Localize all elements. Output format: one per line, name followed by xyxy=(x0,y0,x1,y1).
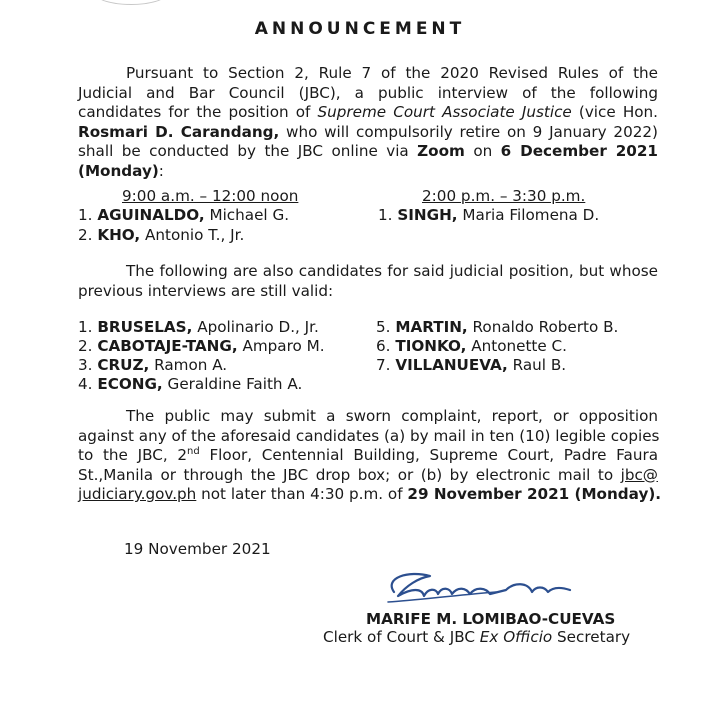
complaint-line xyxy=(78,446,658,466)
candidate-given-name: Apolinario D., Jr. xyxy=(192,318,319,336)
complaint-text: The public may submit a sworn complaint, report, or opposition xyxy=(126,407,658,425)
item-number: 1. xyxy=(378,206,393,224)
complaint-line xyxy=(78,485,662,505)
announcement-date: 19 November 2021 xyxy=(124,540,271,558)
email-link[interactable]: judiciary.gov.ph xyxy=(78,485,197,503)
interview-date: 6 December 2021 xyxy=(500,142,658,160)
candidate-given-name: Michael G. xyxy=(204,206,290,224)
candidate-surname: MARTIN, xyxy=(395,318,468,336)
signatory-title-text: Secretary xyxy=(552,628,631,646)
signatory-title xyxy=(323,628,630,648)
intro-text: Judicial and Bar Council (JBC), a public interview of the following xyxy=(78,83,658,102)
candidate-surname: SINGH, xyxy=(397,206,458,224)
item-number: 4. xyxy=(78,375,93,393)
complaint-line xyxy=(78,427,658,447)
item-number: 2. xyxy=(78,337,93,355)
intro-text: (vice Hon. xyxy=(571,103,659,121)
complaint-line xyxy=(78,407,658,427)
deadline-date: 29 November 2021 (Monday). xyxy=(407,485,662,503)
valid-item xyxy=(376,318,618,338)
complaint-line xyxy=(78,466,658,486)
candidate-surname: AGUINALDO, xyxy=(97,206,205,224)
intro-line xyxy=(78,84,658,104)
complaint-text: Floor, Centennial Building, Supreme Court, Padre Faura xyxy=(199,446,658,464)
candidate-surname: VILLANUEVA, xyxy=(395,356,508,374)
valid-paragraph: The following are also candidates for said judicial position, but whose previous interviews are still valid: xyxy=(78,262,658,300)
valid-item xyxy=(78,375,302,395)
intro-text: candidates for the position of xyxy=(78,103,318,121)
intro-text: : xyxy=(158,161,164,180)
candidate-given-name: Amparo M. xyxy=(237,337,325,355)
intro-line xyxy=(78,123,658,143)
complaint-text: against any of the aforesaid candidates (a) by mail in ten (10) legible copies xyxy=(78,426,660,445)
candidate-surname: ECONG, xyxy=(97,375,163,393)
candidate-surname: TIONKO, xyxy=(395,337,467,355)
intro-text: who will compulsorily retire on 9 January 2022) xyxy=(279,122,658,141)
schedule-item xyxy=(378,206,599,226)
email-link[interactable]: jbc@ xyxy=(620,465,658,484)
signatory-title-text: Clerk of Court & JBC xyxy=(323,628,480,646)
page-title: ANNOUNCEMENT xyxy=(254,19,466,39)
intro-text: shall be conducted by the JBC online via xyxy=(78,142,418,160)
afternoon-header: 2:00 p.m. – 3:30 p.m. xyxy=(422,187,586,205)
intro-paragraph xyxy=(78,64,658,181)
item-number: 2. xyxy=(78,226,93,244)
intro-line xyxy=(78,103,658,123)
scan-corner-mark xyxy=(95,0,167,5)
complaint-paragraph xyxy=(78,407,662,505)
candidate-given-name: Maria Filomena D. xyxy=(457,206,600,224)
valid-item xyxy=(376,337,567,357)
signatory-title-text: Ex Officio xyxy=(479,628,553,646)
intro-text: on xyxy=(464,142,501,160)
candidate-given-name: Ronaldo Roberto B. xyxy=(467,318,619,336)
item-number: 1. xyxy=(78,206,93,224)
candidate-given-name: Raul B. xyxy=(507,356,567,374)
schedule-item xyxy=(78,226,244,246)
complaint-text: St.,Manila or through the JBC drop box; or (b) by electronic mail to xyxy=(78,465,621,484)
candidate-surname: KHO, xyxy=(97,226,141,244)
valid-item xyxy=(78,356,227,376)
schedule-item xyxy=(78,206,289,226)
valid-item xyxy=(78,337,325,357)
candidate-surname: CABOTAJE-TANG, xyxy=(97,337,238,355)
interview-day: (Monday) xyxy=(78,161,159,180)
candidate-surname: CRUZ, xyxy=(97,356,150,374)
morning-header: 9:00 a.m. – 12:00 noon xyxy=(122,187,299,205)
candidate-given-name: Antonio T., Jr. xyxy=(140,226,245,244)
valid-item xyxy=(78,318,319,338)
signatory-name: MARIFE M. LOMIBAO-CUEVAS xyxy=(366,610,616,628)
signature-image xyxy=(378,566,578,612)
candidate-given-name: Antonette C. xyxy=(466,337,567,355)
item-number: 6. xyxy=(376,337,391,355)
item-number: 1. xyxy=(78,318,93,336)
candidate-given-name: Geraldine Faith A. xyxy=(162,375,303,393)
complaint-text: not later than 4:30 p.m. of xyxy=(196,485,408,503)
position-title: Supreme Court Associate Justice xyxy=(317,103,572,121)
intro-line xyxy=(78,142,658,162)
retiring-justice: Rosmari D. Carandang, xyxy=(78,122,280,141)
intro-text: Pursuant to Section 2, Rule 7 of the 2020 Revised Rules of the xyxy=(126,64,658,82)
candidate-given-name: Ramon A. xyxy=(149,356,228,374)
intro-line xyxy=(78,162,658,182)
candidate-surname: BRUSELAS, xyxy=(97,318,193,336)
ordinal-suffix: nd xyxy=(187,446,200,457)
item-number: 3. xyxy=(78,356,93,374)
complaint-text: to the JBC, 2 xyxy=(78,446,188,464)
valid-item xyxy=(376,356,566,376)
intro-line xyxy=(78,64,658,84)
platform-name: Zoom xyxy=(417,142,465,160)
item-number: 7. xyxy=(376,356,391,374)
item-number: 5. xyxy=(376,318,391,336)
